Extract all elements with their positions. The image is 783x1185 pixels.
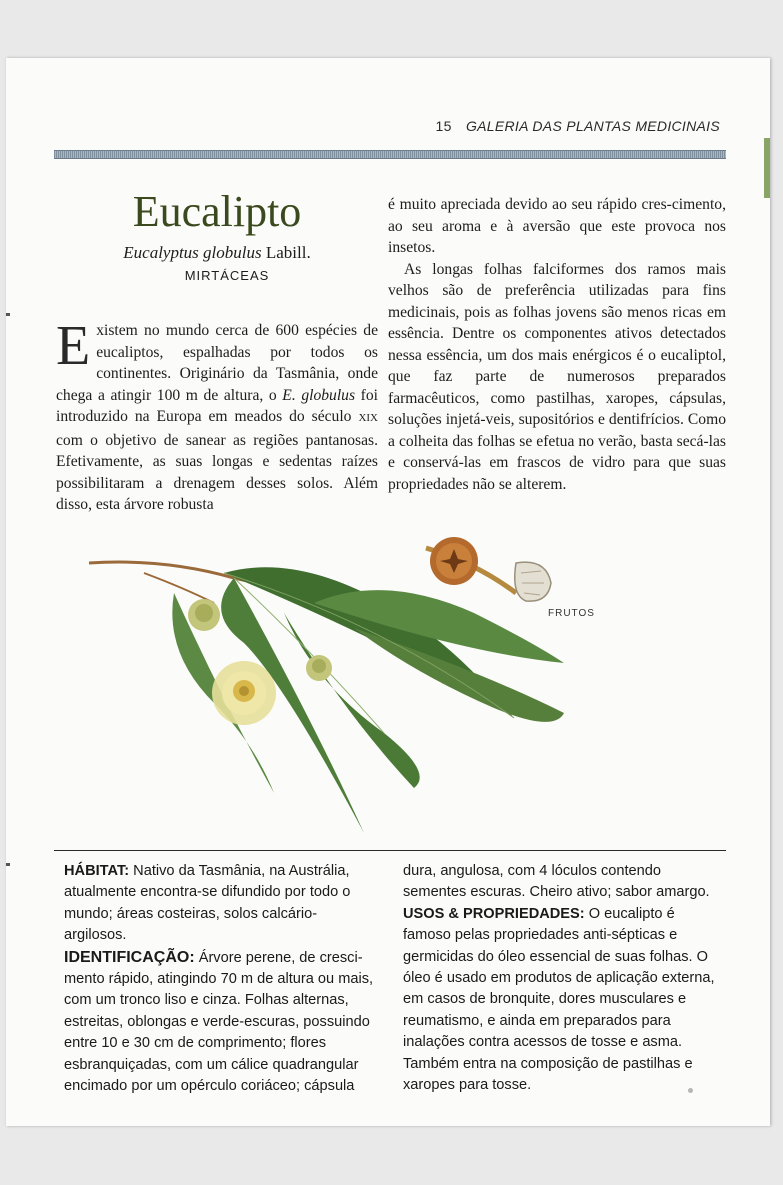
intro-century: XIX xyxy=(358,412,378,424)
running-header xyxy=(436,118,720,134)
fruits-illustration xyxy=(416,533,566,623)
fruit-capsule-top xyxy=(430,537,478,585)
fruits-caption: FRUTOS xyxy=(548,608,595,619)
page-edge-tab xyxy=(764,138,770,198)
identification-label: IDENTIFICAÇÃO: xyxy=(64,948,195,966)
bottom-right-column xyxy=(403,861,723,1096)
bottom-left-column xyxy=(64,861,378,1097)
uses-text: O eucalipto é famoso pelas propriedades anti-sépticas e germicidas do óleo essencial de suas folhas. O óleo é usado em produtos de aplicação externa, em casos de bronquite, dores musculares e reumatismo, e ainda em preparados para inalações contra acessos de tosse e asma. Também entra na composição de pastilhas e xaropes para tosse. xyxy=(403,905,715,1094)
branch-twig xyxy=(144,573,214,603)
right-paragraph-1: é muito apreciada devido ao seu rápido cres-cimento, ao seu aroma e à aversão que este provoca nos insetos. xyxy=(388,196,726,256)
right-paragraph-2: As longas folhas falciformes dos ramos mais velhos são de preferência utilizadas para fins medicinais, pois as folhas jovens são menos ricas em essência. Dentre os componentes ativos detectados nessa essência, um dos mais enérgicos é o eucaliptol, que faz parte de numerosos preparados farmacêuticos, como pastilhas, xaropes, cápsulas, soluções injetá-veis, supositórios e dentifrícios. Como a colheita das folhas se efetua no verão, basta secá-las e conservá-las em frascos de vidro para que suas propriedades não se alterem. xyxy=(388,260,726,493)
habitat-label: HÁBITAT: xyxy=(64,863,130,879)
flower-bud xyxy=(188,599,220,631)
identification-text-cont: dura, angulosa, com 4 lóculos contendo sementes escuras. Cheiro ativo; sabor amargo. xyxy=(403,863,710,901)
intro-text: xistem no mundo cerca de 600 espécies de eucaliptos, espalhadas por todos os continentes. Originário da Tasmânia, onde chega a atingir 100 m de altura, o xyxy=(56,322,378,404)
section-divider xyxy=(54,850,726,851)
section-title: GALERIA DAS PLANTAS MEDICINAIS xyxy=(465,118,720,134)
habitat-text: Nativo da Tasmânia, na Austrália, atualmente encontra-se difundido por todo o mundo; áreas costeiras, solos calcário-argilosos. xyxy=(64,863,351,944)
page-title: Eucalipto xyxy=(132,187,302,236)
flower xyxy=(212,661,276,725)
header-rule xyxy=(54,150,726,159)
flower-bud xyxy=(306,655,332,681)
fruit-capsule-side xyxy=(515,562,551,601)
intro-column xyxy=(56,315,378,516)
intro-text-end: com o objetivo de sanear as regiões pantanosas. Efetivamente, as suas longas e sedentas raízes possibilitaram a drenagem desses solos. Além disso, esta árvore robusta xyxy=(56,431,378,513)
title-block xyxy=(56,186,378,283)
drop-cap: E xyxy=(56,315,91,377)
book-page xyxy=(6,58,770,1126)
scientific-name xyxy=(56,242,378,264)
scientific-author: Labill. xyxy=(265,243,311,262)
page-mark xyxy=(688,1088,693,1093)
staple-mark xyxy=(6,863,10,866)
intro-species: E. globulus xyxy=(282,386,356,404)
right-column xyxy=(388,194,726,495)
identification-text: Árvore perene, de cresci-mento rápido, atingindo 70 m de altura ou mais, com um tronco liso e cinza. Folhas alternas, estreitas, oblongas e verde-escuras, possuindo entre 10 e 30 cm de comprimento; flores esbranquiçadas, com um cálice quadrangular encimado por um opérculo coriáceo; cápsula xyxy=(64,949,374,1095)
plant-family: MIRTÁCEAS xyxy=(184,268,270,283)
scientific-binomial: Eucalyptus globulus xyxy=(123,243,262,262)
staple-mark xyxy=(6,313,10,316)
intro-text-cont: foi introduzido na Europa em meados do século xyxy=(56,386,378,425)
uses-label: USOS & PROPRIEDADES: xyxy=(403,905,585,922)
page-number: 15 xyxy=(435,118,452,134)
